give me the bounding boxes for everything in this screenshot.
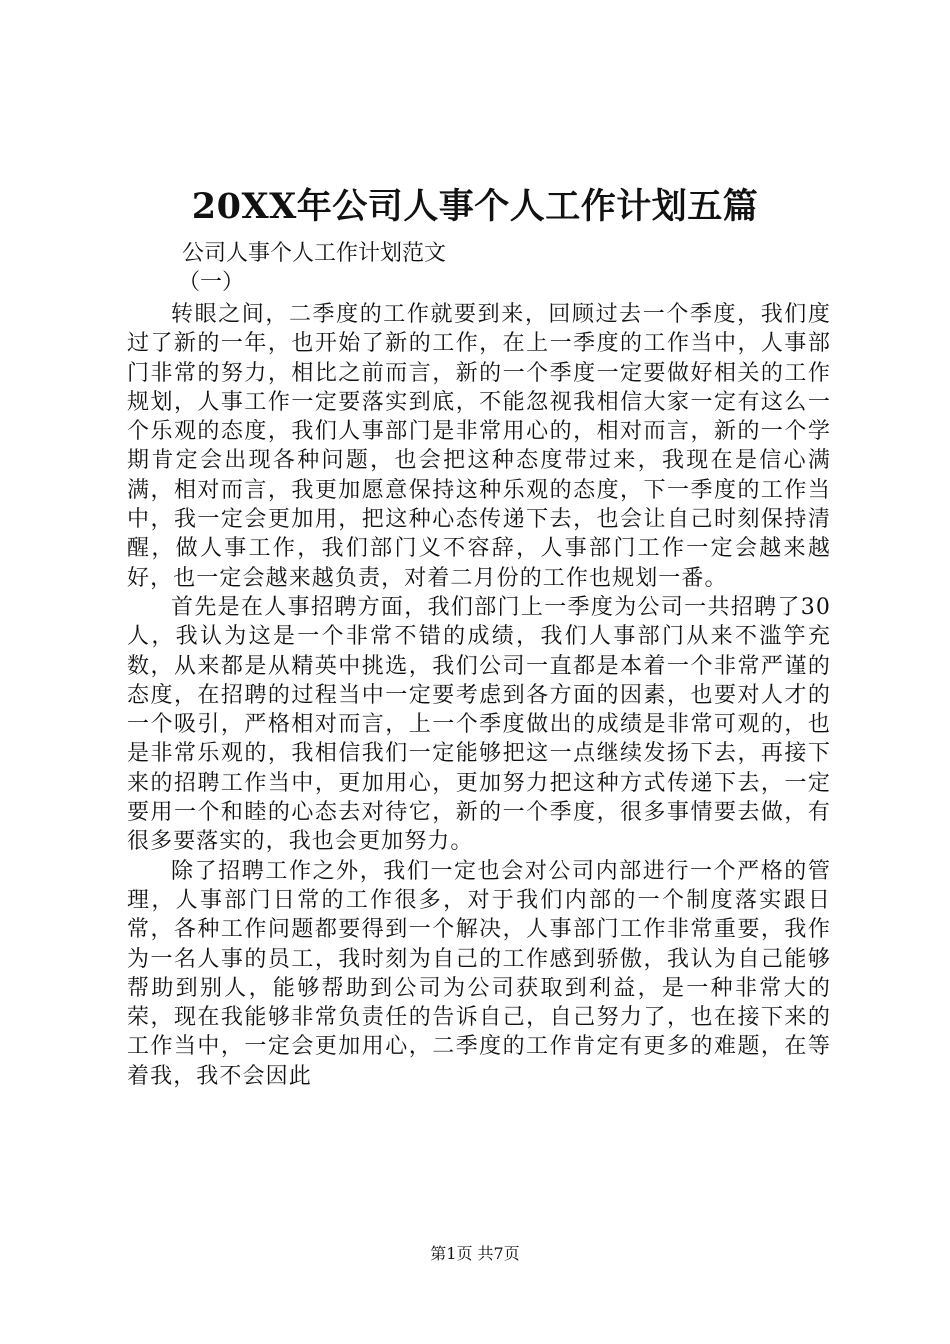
page-footer: 第1页 共7页 <box>430 1244 520 1263</box>
document-body <box>127 300 831 1091</box>
document-subtitle: 公司人事个人工作计划范文 <box>182 241 447 266</box>
section-number: （一） <box>178 270 245 295</box>
paragraph-2: 首先是在人事招聘方面，我们部门上一季度为公司一共招聘了30人，我认为这是一个非常不错的成绩，我们人事部门从来不滥竽充数，从来都是从精英中挑选，我们公司一直都是本着一个非常严谨的态度，在招聘的过程当中一定要考虑到各方面的因素，也要对人才的一个吸引，严格相对而言，上一个季度做出的成绩是非常可观的，也是非常乐观的，我相信我们一定能够把这一点继续发扬下去，再接下来的招聘工作当中，更加用心，更加努力把这种方式传递下去，一定要用一个和睦的心态去对待它，新的一个季度，很多事情要去做，有很多要落实的，我也会更加努力。 <box>127 594 831 855</box>
paragraph-3: 除了招聘工作之外，我们一定也会对公司内部进行一个严格的管理，人事部门日常的工作很多，对于我们内部的一个制度落实跟日常，各种工作问题都要得到一个解决，人事部门工作非常重要，我作为一名人事的员工，我时刻为自己的工作感到骄傲，我认为自己能够帮助到别人，能够帮助到公司为公司获取到利益，是一种非常大的荣，现在我能够非常负责任的告诉自己，自己努力了，也在接下来的工作当中，一定会更加用心，二季度的工作肯定有更多的难题，在等着我，我不会因此 <box>127 858 831 1089</box>
document-title: 20XX年公司人事个人工作计划五篇 <box>191 186 759 227</box>
paragraph-1: 转眼之间，二季度的工作就要到来，回顾过去一个季度，我们度过了新的一年，也开始了新的工作，在上一季度的工作当中，人事部门非常的努力，相比之前而言，新的一个季度一定要做好相关的工作规划，人事工作一定要落实到底，不能忽视我相信大家一定有这么一个乐观的态度，我们人事部门是非常用心的，相对而言，新的一个学期肯定会出现各种问题，也会把这种态度带过来，我现在是信心满满，相对而言，我更加愿意保持这种乐观的态度，下一季度的工作当中，我一定会更加用，把这种心态传递下去，也会让自己时刻保持清醒，做人事工作，我们部门义不容辞，人事部门工作一定会越来越好，也一定会越来越负责，对着二月份的工作也规划一番。 <box>127 302 831 591</box>
